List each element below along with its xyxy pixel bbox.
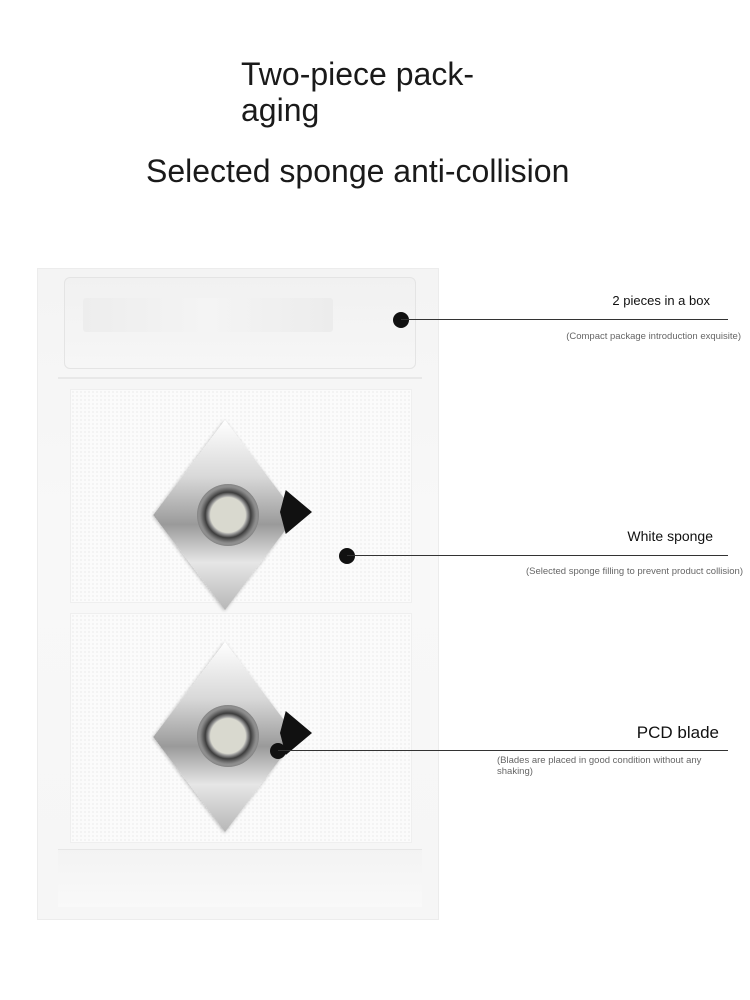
insert-hole-upper: [197, 484, 259, 546]
package-embossed-label: [83, 298, 333, 332]
headline-line-2: Selected sponge anti-collision: [146, 153, 570, 189]
callout-leader-box: [401, 319, 728, 320]
callout-title-sponge: White sponge: [627, 528, 713, 544]
callout-leader-sponge: [347, 555, 728, 556]
callout-subtitle-blade: (Blades are placed in good condition without any shaking): [497, 755, 702, 777]
callout-title-blade: PCD blade: [636, 723, 719, 742]
headline-line-1: Two-piece pack-aging: [241, 56, 474, 128]
package-base: [58, 849, 422, 907]
package-top-flap: [64, 277, 416, 369]
callout-dot-blade: [270, 743, 286, 759]
package-divider: [58, 377, 422, 379]
callout-leader-blade: [278, 750, 728, 751]
insert-hole-lower: [197, 705, 259, 767]
callout-title-box: 2 pieces in a box: [612, 293, 710, 308]
callout-subtitle-sponge: (Selected sponge filling to prevent product collision): [525, 566, 743, 577]
callout-dot-sponge: [339, 548, 355, 564]
package-box: [37, 268, 439, 920]
callout-dot-box: [393, 312, 409, 328]
callout-subtitle-box: (Compact package introduction exquisite): [566, 331, 741, 342]
